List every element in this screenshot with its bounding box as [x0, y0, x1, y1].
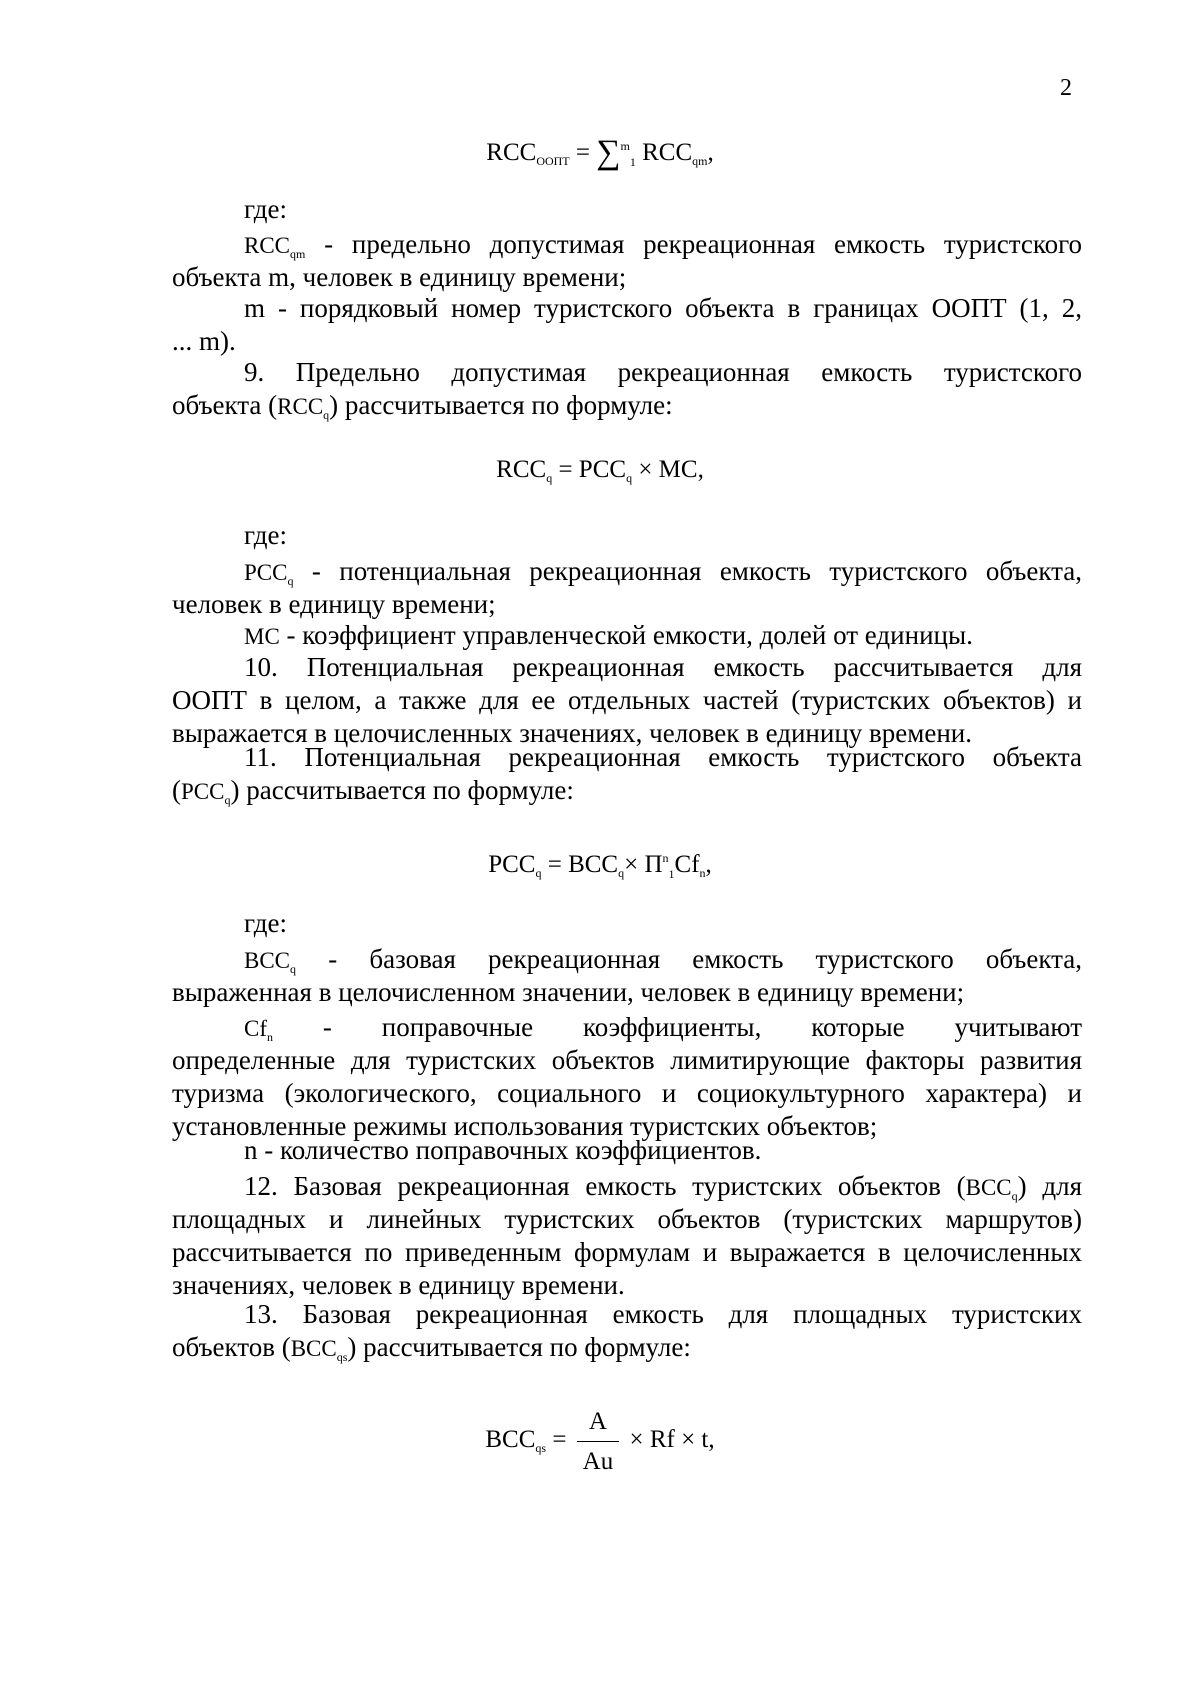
- page-number: 2: [1060, 75, 1072, 101]
- definition-cfn: $Cf_n$ - поправочные коэффициенты, которые учитывают определенные для туристских объектов лимитирующие факторы развития туризма (экологического, социального и социокультурного характера) и установленные режимы использования туристских объектов;: [172, 1012, 1082, 1141]
- definition-bccq: $BCC_q$ - базовая рекреационная емкость туристского объекта, выраженная в целочисленном значении, человек в единицу времени;: [172, 944, 1082, 1007]
- where-label: где:: [244, 908, 287, 938]
- paragraph-11: 11. Потенциальная рекреационная емкость туристского объекта $(PCC_q)$ рассчитывается по формуле:: [172, 742, 1082, 807]
- definition-m: m - порядковый номер туристского объекта в границах ООПТ (1, 2, ... m).: [172, 293, 1082, 356]
- sum-symbol: ∑: [596, 134, 621, 171]
- definition-pccq: $PCC_q$ - потенциальная рекреационная емкость туристского объекта, человек в единицу времени;: [172, 556, 1082, 619]
- product-symbol: П: [644, 851, 663, 878]
- formula-rcc-oopt: $RCC_{ООПТ} = \sum^m_1$ $RCC_{qm}$,: [486, 134, 714, 171]
- paragraph-9: 9. Предельно допустимая рекреационная емкость туристского объекта $(RCC_q)$ рассчитывается по формуле:: [172, 357, 1082, 422]
- formula-pccq: $PCC_q = BCC_q\times П^n_1Cf_n$,: [488, 851, 712, 881]
- paragraph-10: 10. Потенциальная рекреационная емкость рассчитывается для ООПТ в целом, а также для ее отдельных частей (туристских объектов) и выражается в целочисленных значениях, человек в единицу времени.: [172, 652, 1082, 748]
- paragraph-12: 12. Базовая рекреационная емкость туристских объектов $(BCC_q)$ для площадных и линейных туристских объектов (туристских маршрутов) рассчитывается по приведенным формулам и выражается в целочисленных значениях, человек в единицу времени.: [172, 1171, 1082, 1300]
- definition-mc: MC - коэффициент управленческой емкости, долей от единицы.: [244, 620, 973, 650]
- formula-rccq: $RCC_q = PCC_q$ × MC,: [496, 456, 704, 485]
- definition-n: n - количество поправочных коэффициентов.: [244, 1135, 762, 1165]
- definition-rccqm: $RCC_{qm}$ - предельно допустимая рекреационная емкость туристского объекта m, человек в единицу времени;: [172, 229, 1083, 292]
- paragraph-13: 13. Базовая рекреационная емкость для площадных туристских объектов $(BCC_{qs})$ рассчитывается по формуле:: [172, 1299, 1082, 1364]
- fraction: $\frac{A}{Au}$: [577, 1405, 620, 1478]
- formula-bccqs: $BCC_{qs}$ = $\frac{A}{Au}$ × Rf × t,: [0, 1405, 1200, 1478]
- where-label: где:: [244, 194, 287, 224]
- where-label: где:: [244, 520, 287, 550]
